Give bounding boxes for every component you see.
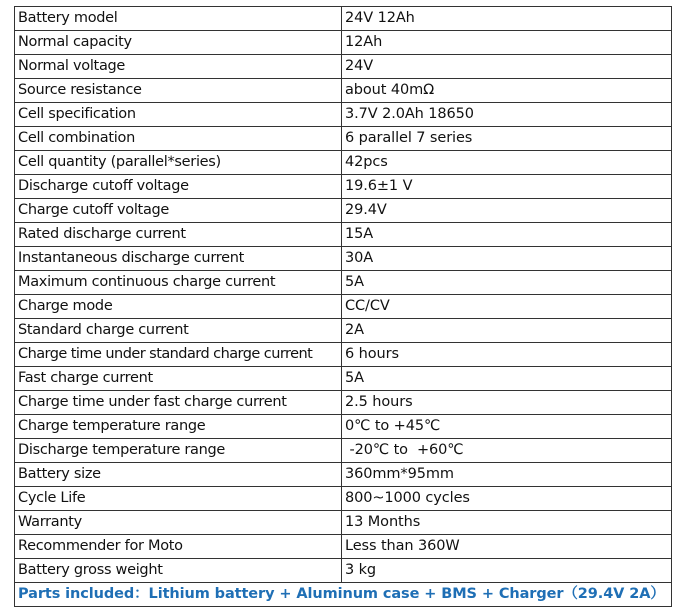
- table-row: [15, 175, 672, 199]
- spec-value: 6 parallel 7 series: [342, 127, 672, 151]
- spec-value: 2.5 hours: [342, 391, 672, 415]
- table-row: [15, 31, 672, 55]
- spec-label: Charge temperature range: [15, 415, 342, 439]
- table-row: [15, 151, 672, 175]
- table-row: [15, 319, 672, 343]
- footer-row: [15, 583, 672, 607]
- table-row: [15, 535, 672, 559]
- spec-value: 15A: [342, 223, 672, 247]
- table-row: [15, 415, 672, 439]
- spec-label: Rated discharge current: [15, 223, 342, 247]
- spec-value: 13 Months: [342, 511, 672, 535]
- table-row: [15, 271, 672, 295]
- table-row: [15, 295, 672, 319]
- spec-label: Source resistance: [15, 79, 342, 103]
- battery-spec-sheet: [14, 6, 671, 607]
- spec-value: 19.6±1 V: [342, 175, 672, 199]
- spec-label: Instantaneous discharge current: [15, 247, 342, 271]
- spec-table-body: [15, 7, 672, 607]
- table-row: [15, 7, 672, 31]
- table-row: [15, 247, 672, 271]
- table-row: [15, 199, 672, 223]
- spec-value: 6 hours: [342, 343, 672, 367]
- table-row: [15, 511, 672, 535]
- spec-label: Normal voltage: [15, 55, 342, 79]
- table-row: [15, 559, 672, 583]
- table-row: [15, 439, 672, 463]
- spec-value: 12Ah: [342, 31, 672, 55]
- spec-value: 29.4V: [342, 199, 672, 223]
- spec-label: Fast charge current: [15, 367, 342, 391]
- spec-label: Battery gross weight: [15, 559, 342, 583]
- table-row: [15, 55, 672, 79]
- spec-value: 3 kg: [342, 559, 672, 583]
- spec-value: 360mm*95mm: [342, 463, 672, 487]
- table-row: [15, 343, 672, 367]
- table-row: [15, 127, 672, 151]
- spec-label: Charge time under standard charge current: [15, 343, 342, 367]
- spec-label: Cell quantity (parallel*series): [15, 151, 342, 175]
- spec-label: Recommender for Moto: [15, 535, 342, 559]
- spec-value: 5A: [342, 271, 672, 295]
- table-row: [15, 391, 672, 415]
- spec-value: -20℃ to +60℃: [342, 439, 672, 463]
- table-row: [15, 223, 672, 247]
- parts-included-note: Parts included：Lithium battery + Aluminum case + BMS + Charger（29.4V 2A）: [15, 583, 672, 607]
- table-row: [15, 79, 672, 103]
- spec-label: Maximum continuous charge current: [15, 271, 342, 295]
- spec-label: Warranty: [15, 511, 342, 535]
- spec-label: Battery size: [15, 463, 342, 487]
- spec-value: 42pcs: [342, 151, 672, 175]
- spec-label: Charge cutoff voltage: [15, 199, 342, 223]
- spec-label: Charge time under fast charge current: [15, 391, 342, 415]
- spec-value: 30A: [342, 247, 672, 271]
- spec-value: 3.7V 2.0Ah 18650: [342, 103, 672, 127]
- table-row: [15, 103, 672, 127]
- spec-label: Cell specification: [15, 103, 342, 127]
- table-row: [15, 367, 672, 391]
- spec-value: 800~1000 cycles: [342, 487, 672, 511]
- spec-label: Cycle Life: [15, 487, 342, 511]
- spec-label: Charge mode: [15, 295, 342, 319]
- spec-table: [14, 6, 672, 607]
- spec-value: CC/CV: [342, 295, 672, 319]
- spec-value: 0℃ to +45℃: [342, 415, 672, 439]
- spec-label: Discharge cutoff voltage: [15, 175, 342, 199]
- spec-label: Battery model: [15, 7, 342, 31]
- table-row: [15, 463, 672, 487]
- table-row: [15, 487, 672, 511]
- spec-value: about 40mΩ: [342, 79, 672, 103]
- spec-label: Cell combination: [15, 127, 342, 151]
- spec-label: Discharge temperature range: [15, 439, 342, 463]
- spec-value: 24V 12Ah: [342, 7, 672, 31]
- spec-value: 2A: [342, 319, 672, 343]
- spec-label: Normal capacity: [15, 31, 342, 55]
- spec-value: 5A: [342, 367, 672, 391]
- spec-value: 24V: [342, 55, 672, 79]
- spec-label: Standard charge current: [15, 319, 342, 343]
- spec-value: Less than 360W: [342, 535, 672, 559]
